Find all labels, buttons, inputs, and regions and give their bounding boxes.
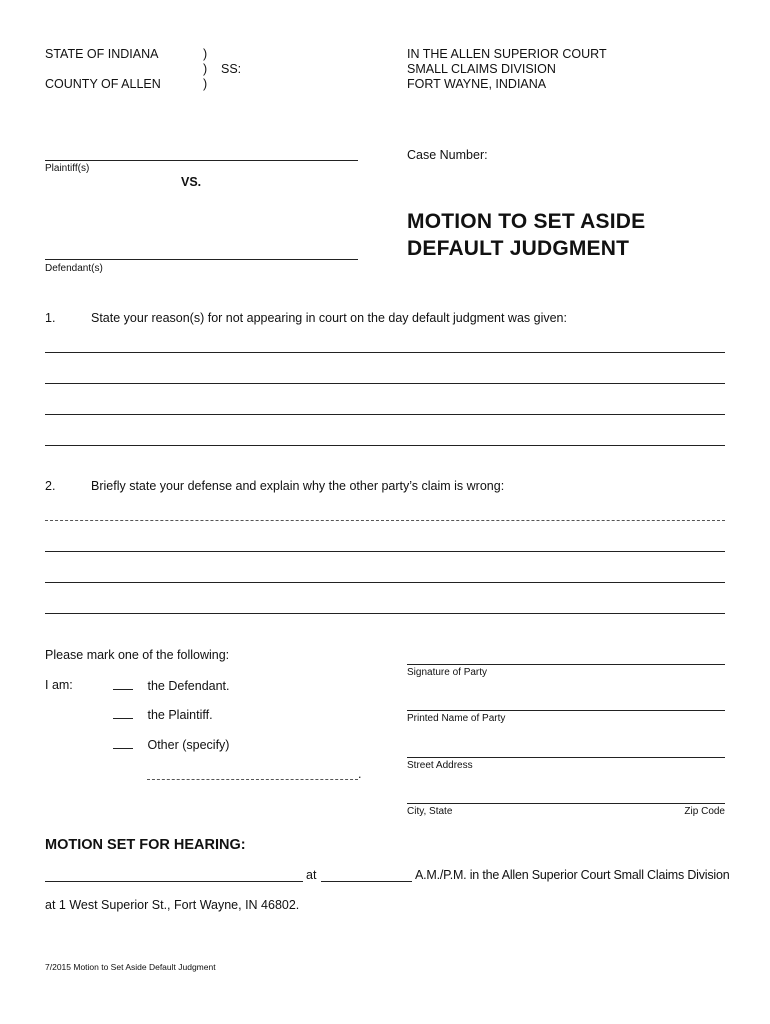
option-plaintiff[interactable] [113,707,213,723]
answer-line[interactable] [45,582,725,583]
checkbox-blank[interactable] [113,707,133,719]
printed-name-line[interactable] [407,710,725,711]
other-specify-line[interactable] [147,779,358,780]
form-id: 7/2015 Motion to Set Aside Default Judgment [45,962,216,972]
court-line-1: IN THE ALLEN SUPERIOR COURT [407,47,607,61]
answer-line[interactable] [45,352,725,353]
option-label: the Defendant. [147,679,230,693]
signature-line[interactable] [407,664,725,665]
court-line-3: FORT WAYNE, INDIANA [407,77,547,91]
paren-3: ) [203,77,208,91]
answer-line[interactable] [45,445,725,446]
county-label: COUNTY OF ALLEN [45,77,161,91]
signature-label: Signature of Party [407,667,488,678]
hearing-at-label: at [306,868,317,882]
paren-2: ) [203,62,208,76]
city-state-zip-line[interactable] [407,803,725,804]
court-line-2: SMALL CLAIMS DIVISION [407,62,556,76]
case-number-label: Case Number: [407,148,488,162]
plaintiff-line[interactable] [45,160,358,161]
option-label: Other (specify) [147,738,230,752]
ss-label: SS: [221,62,242,76]
question-2-number: 2. [45,479,56,493]
answer-line[interactable] [45,613,725,614]
plaintiff-label: Plaintiff(s) [45,163,90,174]
hearing-date-line[interactable] [45,881,303,882]
zip-code-label: Zip Code [684,806,725,817]
mark-one-prompt: Please mark one of the following: [45,648,230,662]
hearing-time-line[interactable] [321,881,412,882]
option-label: the Plaintiff. [147,708,213,722]
option-other[interactable] [113,737,229,753]
checkbox-blank[interactable] [113,678,133,690]
answer-line[interactable] [45,551,725,552]
answer-line[interactable] [45,414,725,415]
other-specify-period: . [358,767,362,781]
paren-1: ) [203,47,208,61]
state-label: STATE OF INDIANA [45,47,159,61]
answer-line[interactable] [45,383,725,384]
i-am-label: I am: [45,678,73,692]
street-address-label: Street Address [407,760,473,771]
document-title-line-1: MOTION TO SET ASIDE [407,210,646,233]
defendant-label: Defendant(s) [45,263,103,274]
street-address-line[interactable] [407,757,725,758]
question-1-number: 1. [45,311,56,325]
city-state-label: City, State [407,806,453,817]
question-1-text: State your reason(s) for not appearing in court on the day default judgment was given: [91,311,567,325]
hearing-ampm-text: A.M./P.M. in the Allen Superior Court Small Claims Division [415,868,730,882]
question-2-text: Briefly state your defense and explain why the other party’s claim is wrong: [91,479,505,493]
hearing-address: at 1 West Superior St., Fort Wayne, IN 46802. [45,898,300,912]
answer-line[interactable] [45,520,725,521]
printed-name-label: Printed Name of Party [407,713,506,724]
checkbox-blank[interactable] [113,737,133,749]
hearing-heading: MOTION SET FOR HEARING: [45,837,246,853]
vs-label: VS. [181,175,202,189]
option-defendant[interactable] [113,678,230,694]
document-title-line-2: DEFAULT JUDGMENT [407,237,630,260]
defendant-line[interactable] [45,259,358,260]
